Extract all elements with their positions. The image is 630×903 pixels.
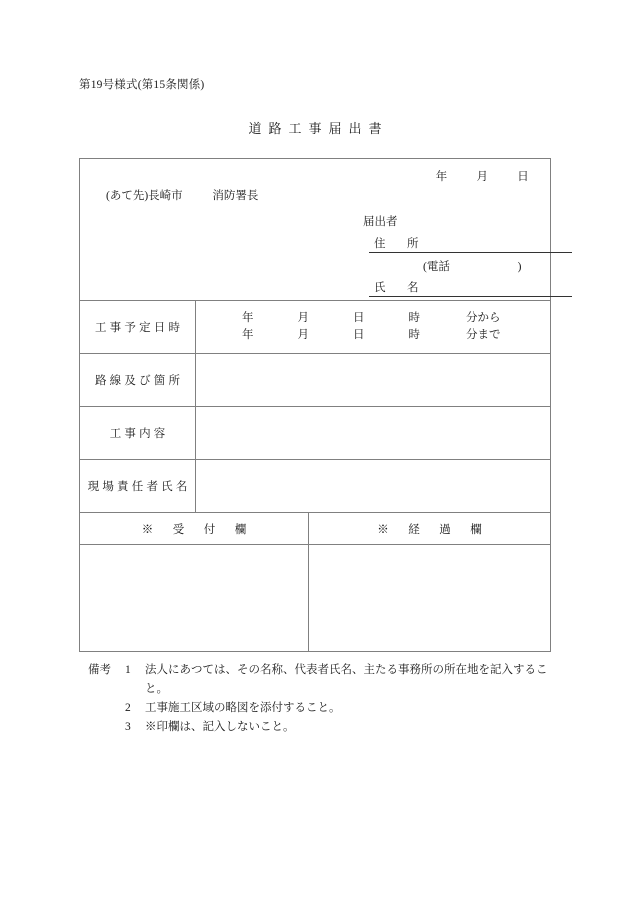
addressee-cell [80,159,550,300]
date-month-label: 月 [476,171,489,183]
row-label-route: 路線及び箇所 [80,354,196,406]
row-label-schedule: 工事予定日時 [80,301,196,353]
phone-field-row[interactable] [423,258,521,274]
phone-label-close: ) [517,261,522,273]
schedule-to-minute: 分まで [466,329,501,341]
row-label-site-manager: 現場責任者氏名 [80,460,196,512]
schedule-to-hour: 時 [408,329,420,341]
schedule-to-year: 年 [242,329,254,341]
submission-date-line [436,168,529,184]
addressee-office: 消防署長 [212,190,259,202]
remarks-number: 3 [125,721,131,733]
table-row-site-manager [80,459,550,512]
remarks-text: ※印欄は、記入しないこと。 [145,721,295,733]
remarks-text: 工事施工区域の略図を添付すること。 [145,702,341,714]
progress-section-header: ※ 経 過 欄 [377,523,486,536]
remarks-item [88,661,578,680]
addressee-line [106,187,258,203]
address-label: 住 所 [369,235,424,253]
name-input-rule[interactable] [424,283,572,297]
schedule-to-day: 日 [353,329,365,341]
receipt-section-header: ※ 受 付 欄 [80,513,309,544]
official-use-header-row [80,512,550,544]
receipt-section-body[interactable] [80,545,309,651]
site-manager-value-cell[interactable] [196,460,550,512]
addressee-prefix: (あて先)長崎市 [106,190,183,202]
remarks-item [88,718,578,737]
remarks-continuation: と。 [145,683,168,695]
remarks-item [88,699,578,718]
remarks-block [88,661,578,737]
table-row-schedule [80,300,550,353]
date-day-label: 日 [517,171,529,183]
name-field-row[interactable] [369,279,572,297]
schedule-from-hour: 時 [408,312,420,324]
schedule-from-month: 月 [297,312,309,324]
table-row-work-details [80,406,550,459]
phone-label-open: (電話 [423,261,450,273]
official-use-body-row [80,544,550,651]
address-field-row[interactable] [369,235,572,253]
submitter-label: 届出者 [363,216,398,228]
schedule-from-year: 年 [242,312,254,324]
remarks-number: 1 [125,664,131,676]
addressee-row [80,159,550,300]
schedule-to-month: 月 [297,329,309,341]
schedule-from-minute: 分から [466,312,501,324]
schedule-value-cell[interactable] [196,301,550,353]
name-label: 氏 名 [369,279,424,297]
remarks-number: 2 [125,702,131,714]
address-input-rule[interactable] [424,239,572,253]
remarks-text: 法人にあつては、その名称、代表者氏名、主たる事務所の所在地を記入するこ [145,664,548,676]
page-title: 道路工事届出書 [248,121,389,136]
work-details-value-cell[interactable] [196,407,550,459]
route-value-cell[interactable] [196,354,550,406]
form-code: 第19号様式(第15条関係) [79,79,205,91]
date-year-label: 年 [435,171,448,183]
schedule-from-day: 日 [353,312,365,324]
main-form-table [79,158,551,652]
schedule-line-from [242,310,550,327]
schedule-line-to [242,327,550,344]
progress-section-body[interactable] [309,545,550,651]
row-label-work-details: 工事内容 [80,407,196,459]
remarks-label: 備考 [88,664,111,676]
table-row-route [80,353,550,406]
